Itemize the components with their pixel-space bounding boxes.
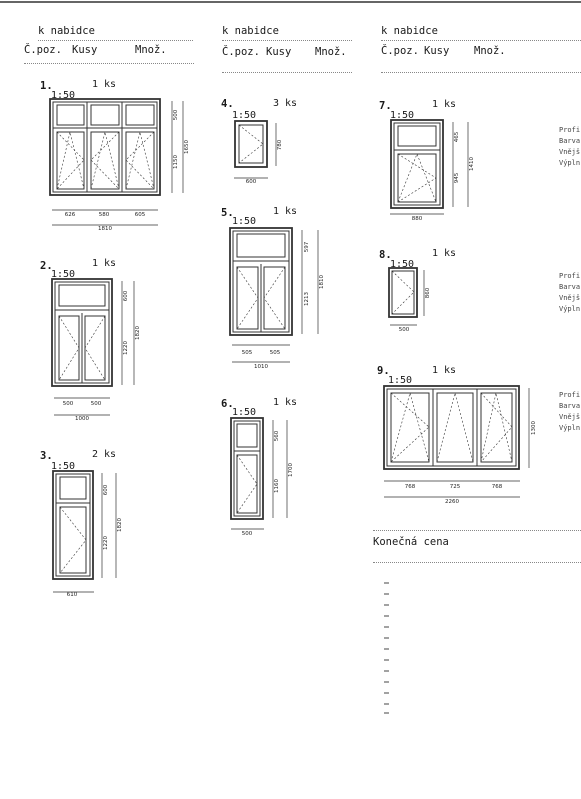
item-3-position: 3. bbox=[40, 450, 53, 462]
dim-height-part: 500 bbox=[173, 109, 179, 121]
dim-height-part: 1220 bbox=[103, 536, 109, 550]
dim-height-part: 600 bbox=[123, 290, 129, 302]
item-9-scale: 1:50 bbox=[388, 375, 413, 386]
dim-width-total: 610 bbox=[66, 592, 78, 598]
item-2-scale: 1:50 bbox=[51, 269, 76, 280]
dim-height-part: 560 bbox=[274, 430, 280, 442]
dim-width-total: 500 bbox=[241, 531, 253, 537]
item-4-scale: 1:50 bbox=[232, 110, 257, 121]
item-8-qty: 1 ks bbox=[432, 248, 457, 259]
dim-height-total: 1810 bbox=[319, 275, 325, 289]
item-5-position: 5. bbox=[221, 207, 234, 219]
dim-height-part: 1220 bbox=[123, 341, 129, 355]
item-4-position: 4. bbox=[221, 98, 234, 110]
dim-width-part: 626 bbox=[64, 212, 76, 218]
item-7-qty: 1 ks bbox=[432, 99, 457, 110]
header-amount: Množ. bbox=[135, 44, 167, 56]
window-1-drawing bbox=[50, 99, 183, 225]
item-9-qty: 1 ks bbox=[432, 365, 457, 376]
window-4-drawing bbox=[234, 121, 276, 178]
dim-width-part: 768 bbox=[404, 484, 416, 490]
item-1-scale: 1:50 bbox=[51, 90, 76, 101]
dim-height-total: 1820 bbox=[117, 518, 123, 532]
dim-width-total: 1810 bbox=[98, 226, 112, 232]
item-3-scale: 1:50 bbox=[51, 461, 76, 472]
dim-height-part: 597 bbox=[304, 241, 310, 253]
dim-width-total: 880 bbox=[411, 216, 423, 222]
header-amount: Množ. bbox=[474, 45, 506, 57]
spec-label: Barva bbox=[559, 283, 581, 291]
item-9-position: 9. bbox=[377, 365, 390, 377]
dim-width-part: 500 bbox=[90, 401, 102, 407]
dim-height-total: 1700 bbox=[288, 463, 294, 477]
item-5-scale: 1:50 bbox=[232, 216, 257, 227]
dim-width-part: 580 bbox=[98, 212, 110, 218]
dim-width-total: 2260 bbox=[445, 499, 459, 505]
column-title: k nabidce bbox=[222, 25, 279, 37]
header-position: Č.poz. bbox=[381, 45, 419, 57]
item-4-qty: 3 ks bbox=[273, 98, 298, 109]
spec-label: Barva bbox=[559, 137, 581, 145]
header-count: Kusy bbox=[266, 46, 292, 58]
dim-width-part: 505 bbox=[269, 350, 281, 356]
spec-label: Výpln bbox=[559, 424, 581, 432]
item-3-qty: 2 ks bbox=[92, 449, 117, 460]
dim-height-part: 600 bbox=[103, 484, 109, 496]
spec-label: Vnějš bbox=[559, 413, 581, 421]
dim-width-part: 605 bbox=[134, 212, 146, 218]
spec-label: Profi bbox=[559, 391, 581, 399]
dim-height-total: 860 bbox=[425, 287, 431, 299]
header-position: Č.poz. bbox=[24, 44, 62, 56]
header-count: Kusy bbox=[72, 44, 98, 56]
spec-label: Vnějš bbox=[559, 294, 581, 302]
dim-width-part: 500 bbox=[62, 401, 74, 407]
item-6-scale: 1:50 bbox=[232, 407, 257, 418]
dim-height-total: 1650 bbox=[184, 140, 190, 154]
dim-width-total: 600 bbox=[245, 179, 257, 185]
spec-label: Výpln bbox=[559, 159, 581, 167]
dim-height-part: 1213 bbox=[304, 292, 310, 306]
item-7-position: 7. bbox=[379, 100, 392, 112]
dim-width-part: 768 bbox=[491, 484, 503, 490]
dim-width-total: 1010 bbox=[254, 364, 268, 370]
dim-height-total: 1820 bbox=[135, 326, 141, 340]
item-6-position: 6. bbox=[221, 398, 234, 410]
dim-height-total: 1300 bbox=[531, 421, 537, 435]
dim-width-total: 500 bbox=[398, 327, 410, 333]
spec-label: Profi bbox=[559, 126, 581, 134]
item-8-scale: 1:50 bbox=[390, 259, 415, 270]
item-6-qty: 1 ks bbox=[273, 397, 298, 408]
item-1-qty: 1 ks bbox=[92, 79, 117, 90]
item-7-scale: 1:50 bbox=[390, 110, 415, 121]
dim-height-part: 1150 bbox=[173, 155, 179, 169]
column-title: k nabidce bbox=[381, 25, 438, 37]
dim-height-total: 1410 bbox=[469, 157, 475, 171]
item-2-qty: 1 ks bbox=[92, 258, 117, 269]
header-count: Kusy bbox=[424, 45, 450, 57]
spec-label: Profi bbox=[559, 272, 581, 280]
window-8-drawing bbox=[389, 268, 424, 325]
column-title: k nabidce bbox=[38, 25, 95, 37]
item-2-position: 2. bbox=[40, 260, 53, 272]
price-list-dashes bbox=[384, 583, 389, 713]
dim-height-total: 780 bbox=[277, 139, 283, 151]
spec-label: Výpln bbox=[559, 305, 581, 313]
window-9-drawing bbox=[384, 386, 529, 497]
item-8-position: 8. bbox=[379, 249, 392, 261]
spec-label: Barva bbox=[559, 402, 581, 410]
dim-height-part: 945 bbox=[454, 172, 460, 184]
spec-label: Vnějš bbox=[559, 148, 581, 156]
dim-width-part: 505 bbox=[241, 350, 253, 356]
dim-width-part: 725 bbox=[449, 484, 461, 490]
dim-height-part: 465 bbox=[454, 131, 460, 143]
item-1-position: 1. bbox=[40, 80, 53, 92]
item-5-qty: 1 ks bbox=[273, 206, 298, 217]
dim-width-total: 1000 bbox=[75, 416, 89, 422]
final-price-label: Konečná cena bbox=[373, 536, 449, 548]
dim-height-part: 1160 bbox=[274, 479, 280, 493]
header-position: Č.poz. bbox=[222, 46, 260, 58]
header-amount: Množ. bbox=[315, 46, 347, 58]
window-2-drawing bbox=[52, 279, 134, 415]
